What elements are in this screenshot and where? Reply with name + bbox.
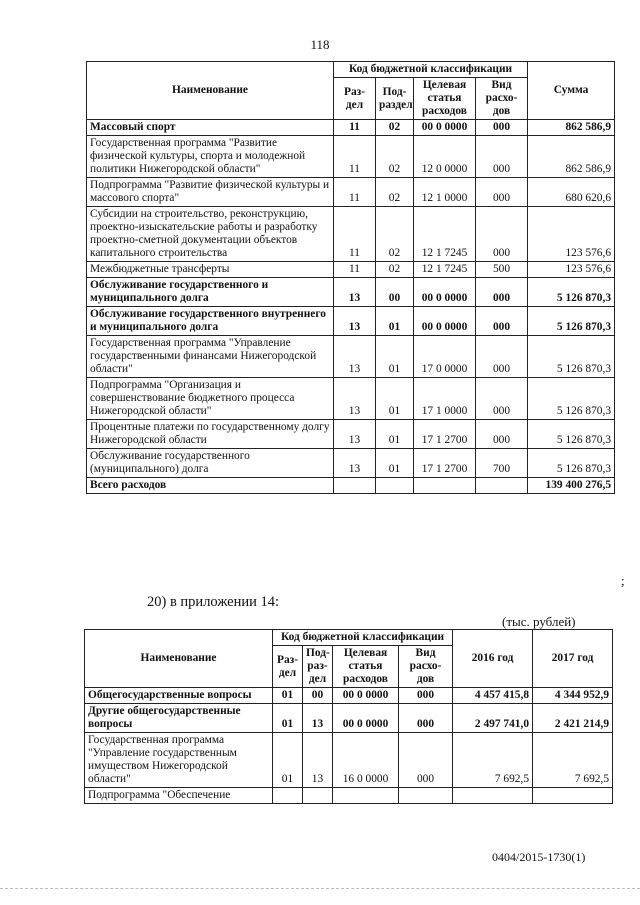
total-label: Всего расходов: [87, 478, 334, 494]
row-vid: 000: [476, 336, 528, 378]
table-row: [87, 207, 615, 262]
table-row: [85, 733, 613, 788]
row-2016: [453, 788, 533, 804]
row-name: Государственная программа "Управление государственным имуществом Нижегородской области": [85, 733, 273, 788]
document-code: 0404/2015-1730(1): [492, 850, 586, 864]
row-target: 17 1 2700: [414, 449, 476, 478]
total-sum: 139 400 276,5: [528, 478, 615, 494]
row-target: 12 1 7245: [414, 262, 476, 278]
row-sum: 123 576,6: [528, 207, 615, 262]
table-row: [87, 449, 615, 478]
row-vid: 000: [399, 688, 453, 704]
header-name-2: Наименование: [85, 630, 273, 688]
row-razdel: 13: [334, 278, 376, 307]
row-target: 17 0 0000: [414, 336, 476, 378]
row-sum: 5 126 870,3: [528, 336, 615, 378]
row-name: Другие общегосударственные вопросы: [85, 704, 273, 733]
row-podrazdel: 02: [376, 178, 414, 207]
row-razdel: 01: [273, 688, 303, 704]
table-row: [87, 262, 615, 278]
row-razdel: 13: [334, 307, 376, 336]
row-podrazdel: 01: [376, 307, 414, 336]
row-name: Подпрограмма "Обеспечение: [85, 788, 273, 804]
header-vid-2: Вид расхо-дов: [399, 646, 453, 688]
row-razdel: 11: [334, 136, 376, 178]
table-row: [85, 788, 613, 804]
section-caption: 20) в приложении 14:: [147, 594, 280, 610]
row-name: Государственная программа "Развитие физической культуры, спорта и молодежной политики Нижегородской области": [87, 136, 334, 178]
row-sum: 680 620,6: [528, 178, 615, 207]
table-row: [87, 278, 615, 307]
table-row: [87, 420, 615, 449]
row-name: Межбюджетные трансферты: [87, 262, 334, 278]
row-2017: [533, 788, 613, 804]
trailing-semicolon: ;: [621, 573, 625, 588]
row-target: 00 0 0000: [333, 704, 399, 733]
table-row: [87, 178, 615, 207]
row-podrazdel: 13: [303, 704, 333, 733]
row-target: 17 1 0000: [414, 378, 476, 420]
row-razdel: 13: [334, 336, 376, 378]
row-name: Подпрограмма "Развитие физической культуры и массового спорта": [87, 178, 334, 207]
row-razdel: 11: [334, 207, 376, 262]
row-2017: 2 421 214,9: [533, 704, 613, 733]
row-razdel: [273, 788, 303, 804]
row-2017: 7 692,5: [533, 733, 613, 788]
row-sum: 5 126 870,3: [528, 378, 615, 420]
row-podrazdel: 01: [376, 449, 414, 478]
row-vid: 000: [476, 207, 528, 262]
table-row: [87, 307, 615, 336]
row-2016: 2 497 741,0: [453, 704, 533, 733]
header-sum: Сумма: [528, 62, 615, 120]
units-label: (тыс. рублей): [502, 614, 576, 629]
scan-edge-line: [0, 888, 640, 889]
row-vid: 000: [476, 307, 528, 336]
row-podrazdel: 01: [376, 420, 414, 449]
row-razdel: 01: [273, 704, 303, 733]
row-2016: 4 457 415,8: [453, 688, 533, 704]
budget-table-sport-debt: [86, 61, 615, 494]
header-2017: 2017 год: [533, 630, 613, 688]
row-vid: 000: [399, 704, 453, 733]
row-podrazdel: 01: [376, 336, 414, 378]
row-vid: 000: [399, 733, 453, 788]
row-target: [333, 788, 399, 804]
table-row: [87, 336, 615, 378]
header-name: Наименование: [87, 62, 334, 120]
row-target: 00 0 0000: [414, 278, 476, 307]
row-vid: 700: [476, 449, 528, 478]
row-target: 00 0 0000: [414, 120, 476, 136]
table-row: [87, 378, 615, 420]
row-sum: 5 126 870,3: [528, 278, 615, 307]
row-vid: 000: [476, 378, 528, 420]
row-target: 12 0 0000: [414, 136, 476, 178]
row-name: Государственная программа "Управление государственными финансами Нижегородской области": [87, 336, 334, 378]
page-number: 118: [310, 37, 330, 52]
row-razdel: 11: [334, 178, 376, 207]
row-sum: 862 586,9: [528, 120, 615, 136]
row-podrazdel: 13: [303, 733, 333, 788]
row-vid: 000: [476, 178, 528, 207]
row-podrazdel: [303, 788, 333, 804]
row-name: Массовый спорт: [87, 120, 334, 136]
row-name: Процентные платежи по государственному долгу Нижегородской области: [87, 420, 334, 449]
row-vid: 000: [476, 278, 528, 307]
row-vid: 000: [476, 420, 528, 449]
header-2016: 2016 год: [453, 630, 533, 688]
header-target: Целевая статья расходов: [414, 78, 476, 120]
row-name: Общегосударственные вопросы: [85, 688, 273, 704]
header-podrazdel-2: Под-раз-дел: [303, 646, 333, 688]
row-razdel: 11: [334, 120, 376, 136]
header-target-2: Целевая статья расходов: [333, 646, 399, 688]
table-row: [87, 120, 615, 136]
header-code-group-2: Код бюджетной классификации: [273, 630, 453, 646]
row-razdel: 13: [334, 420, 376, 449]
header-code-group: Код бюджетной классификации: [334, 62, 528, 78]
row-razdel: 11: [334, 262, 376, 278]
row-name: Обслуживание государственного (муниципального) долга: [87, 449, 334, 478]
row-sum: 123 576,6: [528, 262, 615, 278]
row-target: 00 0 0000: [333, 688, 399, 704]
table-row: [85, 688, 613, 704]
row-target: 00 0 0000: [414, 307, 476, 336]
row-name: Субсидии на строительство, реконструкцию, проектно-изыскательские работы и разработку проектно-сметной документации объектов капитального строительства: [87, 207, 334, 262]
row-sum: 862 586,9: [528, 136, 615, 178]
row-vid: 500: [476, 262, 528, 278]
row-sum: 5 126 870,3: [528, 420, 615, 449]
row-sum: 5 126 870,3: [528, 449, 615, 478]
row-podrazdel: 00: [376, 278, 414, 307]
header-razdel-2: Раз-дел: [273, 646, 303, 688]
row-podrazdel: 02: [376, 120, 414, 136]
row-target: 16 0 0000: [333, 733, 399, 788]
row-razdel: 13: [334, 378, 376, 420]
row-vid: 000: [476, 136, 528, 178]
row-name: Обслуживание государственного внутреннего и муниципального долга: [87, 307, 334, 336]
row-2016: 7 692,5: [453, 733, 533, 788]
row-razdel: 01: [273, 733, 303, 788]
table-row: [87, 136, 615, 178]
row-2017: 4 344 952,9: [533, 688, 613, 704]
header-razdel: Раз-дел: [334, 78, 376, 120]
header-podrazdel: Под-раздел: [376, 78, 414, 120]
row-vid: [399, 788, 453, 804]
row-podrazdel: 01: [376, 378, 414, 420]
row-podrazdel: 02: [376, 136, 414, 178]
row-name: Подпрограмма "Организация и совершенствование бюджетного процесса Нижегородской области": [87, 378, 334, 420]
table-row: [85, 704, 613, 733]
row-podrazdel: 02: [376, 262, 414, 278]
row-podrazdel: 00: [303, 688, 333, 704]
header-vid: Вид расхо-дов: [476, 78, 528, 120]
row-name: Обслуживание государственного и муниципального долга: [87, 278, 334, 307]
row-vid: 000: [476, 120, 528, 136]
row-razdel: 13: [334, 449, 376, 478]
row-target: 12 1 7245: [414, 207, 476, 262]
row-target: 12 1 0000: [414, 178, 476, 207]
row-podrazdel: 02: [376, 207, 414, 262]
total-row: [87, 478, 615, 494]
row-target: 17 1 2700: [414, 420, 476, 449]
budget-table-appendix-14: [84, 629, 613, 804]
row-sum: 5 126 870,3: [528, 307, 615, 336]
